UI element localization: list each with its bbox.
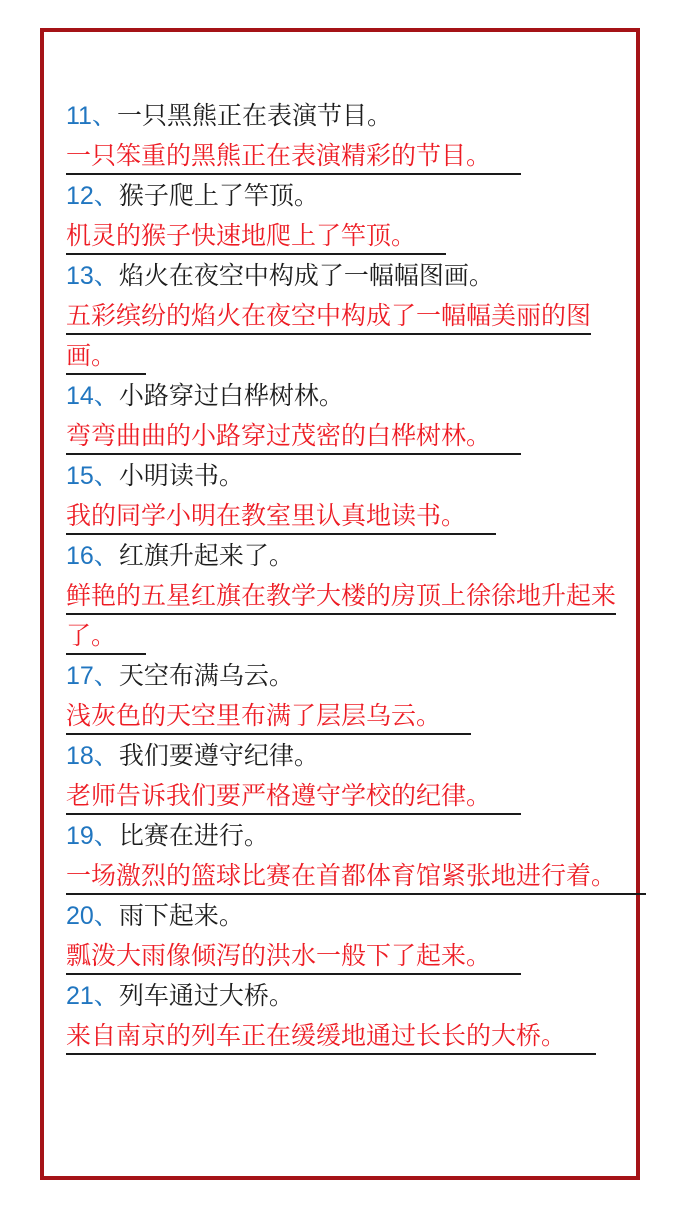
base-sentence: 红旗升起来了。 <box>118 542 294 570</box>
base-sentence-line <box>66 176 618 216</box>
answer-line <box>66 936 618 976</box>
answer-line <box>66 496 618 536</box>
exercise-item <box>66 176 618 256</box>
base-sentence: 小路穿过白桦树林。 <box>118 382 344 410</box>
base-sentence-line <box>66 976 618 1016</box>
base-sentence: 比赛在进行。 <box>118 822 269 850</box>
base-sentence-line <box>66 536 618 576</box>
expanded-answer: 鲜艳的五星红旗在教学大楼的房顶上徐徐地升起来了。 <box>66 582 616 655</box>
exercise-item <box>66 816 618 896</box>
expanded-answer: 来自南京的列车正在缓缓地通过长长的大桥。 <box>66 1022 596 1055</box>
base-sentence: 列车通过大桥。 <box>118 982 294 1010</box>
expanded-answer: 一场激烈的篮球比赛在首都体育馆紧张地进行着。 <box>66 862 646 895</box>
base-sentence-line <box>66 896 618 936</box>
item-number: 16、 <box>66 542 119 570</box>
expanded-answer: 一只笨重的黑熊正在表演精彩的节目。 <box>66 142 521 175</box>
answer-line <box>66 416 618 456</box>
exercise-item <box>66 976 618 1056</box>
item-number: 21、 <box>66 982 119 1010</box>
expanded-answer: 我的同学小明在教室里认真地读书。 <box>66 502 496 535</box>
exercise-list <box>44 32 636 1056</box>
base-sentence: 小明读书。 <box>118 462 244 490</box>
item-number: 15、 <box>66 462 119 490</box>
exercise-item <box>66 736 618 816</box>
exercise-item <box>66 896 618 976</box>
base-sentence-line <box>66 816 618 856</box>
expanded-answer: 老师告诉我们要严格遵守学校的纪律。 <box>66 782 521 815</box>
base-sentence: 猴子爬上了竿顶。 <box>118 182 319 210</box>
base-sentence: 我们要遵守纪律。 <box>118 742 319 770</box>
base-sentence: 焰火在夜空中构成了一幅幅图画。 <box>118 262 494 290</box>
answer-line <box>66 776 618 816</box>
base-sentence: 雨下起来。 <box>118 902 244 930</box>
exercise-item <box>66 256 618 376</box>
answer-line <box>66 216 618 256</box>
expanded-answer: 机灵的猴子快速地爬上了竿顶。 <box>66 222 446 255</box>
item-number: 14、 <box>66 382 119 410</box>
answer-line <box>66 856 618 896</box>
exercise-item <box>66 536 618 656</box>
expanded-answer: 弯弯曲曲的小路穿过茂密的白桦树林。 <box>66 422 521 455</box>
red-border-frame <box>40 28 640 1180</box>
expanded-answer: 瓢泼大雨像倾泻的洪水一般下了起来。 <box>66 942 521 975</box>
item-number: 18、 <box>66 742 119 770</box>
base-sentence-line <box>66 256 618 296</box>
exercise-item <box>66 96 618 176</box>
base-sentence-line <box>66 456 618 496</box>
item-number: 11、 <box>66 102 117 130</box>
item-number: 12、 <box>66 182 119 210</box>
base-sentence-line <box>66 656 618 696</box>
expanded-answer: 浅灰色的天空里布满了层层乌云。 <box>66 702 471 735</box>
answer-line <box>66 696 618 736</box>
base-sentence: 天空布满乌云。 <box>118 662 294 690</box>
expanded-answer: 五彩缤纷的焰火在夜空中构成了一幅幅美丽的图画。 <box>66 302 591 375</box>
base-sentence-line <box>66 736 618 776</box>
answer-line <box>66 1016 618 1056</box>
base-sentence: 一只黑熊正在表演节目。 <box>116 102 392 130</box>
answer-line <box>66 136 618 176</box>
exercise-item <box>66 656 618 736</box>
base-sentence-line <box>66 96 618 136</box>
answer-line <box>66 576 618 656</box>
exercise-item <box>66 456 618 536</box>
item-number: 19、 <box>66 822 119 850</box>
exercise-item <box>66 376 618 456</box>
item-number: 13、 <box>66 262 119 290</box>
base-sentence-line <box>66 376 618 416</box>
item-number: 20、 <box>66 902 119 930</box>
item-number: 17、 <box>66 662 119 690</box>
answer-line <box>66 296 618 376</box>
